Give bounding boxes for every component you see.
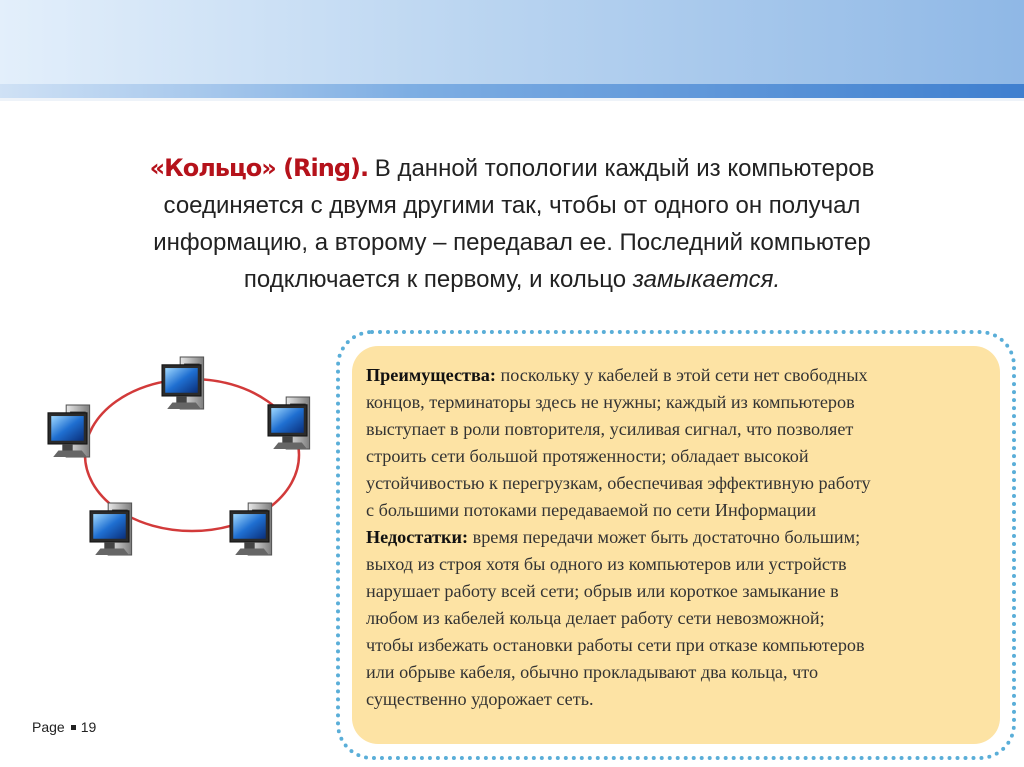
computer-right-icon [268,397,310,449]
heading-line-4 [40,261,984,298]
disadvantages-line-1 [366,524,986,551]
slide-heading [40,150,984,298]
pros-cons-box [336,330,1016,760]
page-label: Page [32,719,65,735]
computer-bottom-right-icon [230,503,272,555]
computer-bottom-left-icon [90,503,132,555]
disadvantages-line-6: или обрыве кабеля, обычно прокладывают два кольца, что [366,662,819,682]
heading-line-1-text: В данной топологии каждый из компьютеров [374,155,875,182]
advantages-line-3: выступает в роли повторителя, усиливая сигнал, что позволяет [366,419,854,439]
heading-emphasis: замыкается. [632,266,781,293]
disadvantages-label: Недостатки: [366,527,469,547]
advantages-label: Преимущества: [366,365,496,385]
computer-left-icon [48,405,90,457]
header-band [0,0,1024,84]
advantages-line-5: устойчивостью к перегрузкам, обеспечивая эффективную работу [366,473,871,493]
advantages-line-6: с большими потоками передаваемой по сети Информации [366,500,817,520]
heading-line-4-text: подключается к первому, и кольцо [243,266,627,293]
advantages-text-1: поскольку у кабелей в этой сети нет свободных [500,365,868,385]
heading-line-1 [40,150,984,187]
computer-top-icon [162,357,204,409]
header-stripe [0,84,1024,98]
topology-term: «Кольцо» (Ring). [149,154,369,182]
disadvantages-line-2: выход из строя хотя бы одного из компьютеров или устройств [366,554,847,574]
page-number [32,719,96,735]
disadvantages-text-1: время передачи может быть достаточно большим; [472,527,861,547]
header-divider [0,98,1024,101]
ring-topology-diagram [40,345,340,565]
pros-cons-text [366,362,986,713]
pros-cons-panel [352,346,1000,744]
advantages-line-2: концов, терминаторы здесь не нужны; каждый из компьютеров [366,392,855,412]
disadvantages-line-4: любом из кабелей кольца делает работу сети невозможной; [366,608,825,628]
disadvantages-line-3: нарушает работу всей сети; обрыв или короткое замыкание в [366,581,839,601]
advantages-line-1 [366,362,986,389]
page-number-value: 19 [80,719,97,735]
heading-line-2: соединяется с двумя другими так, чтобы от одного он получал [163,192,861,219]
heading-line-3: информацию, а второму – передавал ее. Последний компьютер [153,229,871,256]
disadvantages-line-7: существенно удорожает сеть. [366,689,594,709]
bullet-square-icon [71,725,76,730]
advantages-line-4: строить сети большой протяженности; обладает высокой [366,446,809,466]
disadvantages-line-5: чтобы избежать остановки работы сети при отказе компьютеров [366,635,865,655]
